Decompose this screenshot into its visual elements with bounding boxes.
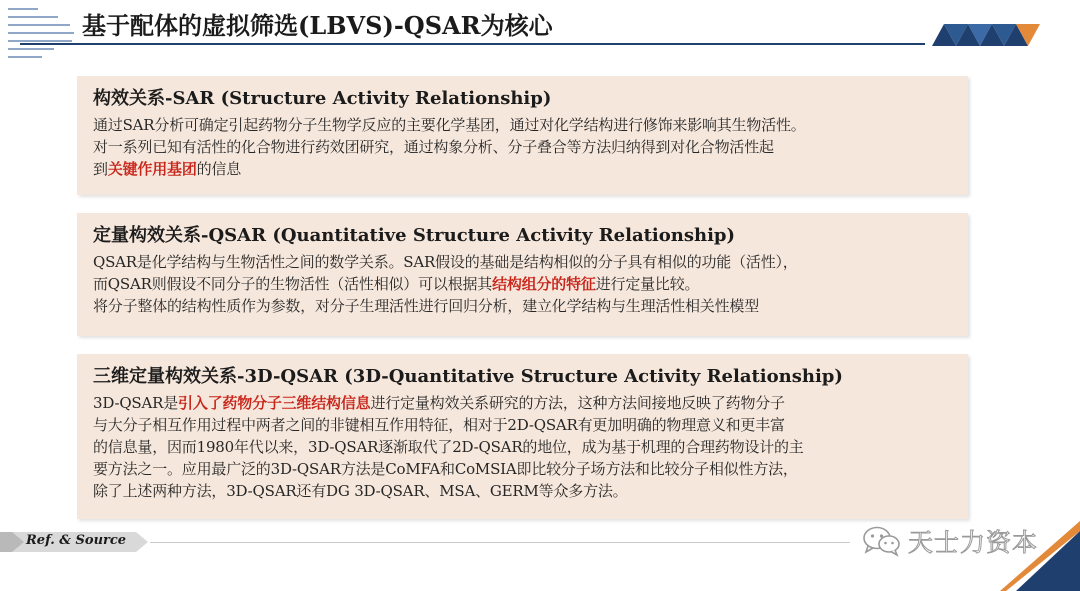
watermark-text: 天士力资本	[908, 528, 1039, 557]
body-text: 而QSAR则假设不同分子的生物活性（活性相似）可以根据其	[93, 275, 493, 293]
body-text: 的信息量，因而1980年代以来，3D-QSAR逐渐取代了2D-QSAR的地位，成为基于机理的合理药物设计的主	[93, 438, 804, 456]
section-3d-qsar	[77, 354, 968, 519]
section-title: 定量构效关系-QSAR (Quantitative Structure Activity Relationship)	[93, 225, 736, 246]
body-text: 与大分子相互作用过程中两者之间的非键相互作用特征，相对于2D-QSAR有更加明确的物理意义和更丰富	[93, 416, 785, 434]
body-line	[93, 414, 954, 436]
body-text: 对一系列已知有活性的化合物进行药效团研究，通过构象分析、分子叠合等方法归纳得到对化合物活性起	[93, 138, 774, 156]
body-text: 要方法之一。应用最广泛的3D-QSAR方法是CoMFA和CoMSIA即比较分子场方法和比较分子相似性方法，	[93, 460, 798, 478]
body-text: QSAR是化学结构与生物活性之间的数学关系。SAR假设的基础是结构相似的分子具有相似的功能（活性），	[93, 253, 798, 271]
section-body	[93, 114, 954, 180]
body-text: 除了上述两种方法，3D-QSAR还有DG 3D-QSAR、MSA、GERM等众多方法。	[93, 482, 628, 500]
wechat-icon	[862, 525, 902, 557]
section-sar	[77, 76, 968, 195]
header-triangles-decoration	[932, 24, 1052, 46]
highlight-text: 引入了药物分子三维结构信息	[178, 394, 371, 412]
body-line	[93, 458, 954, 480]
body-line	[93, 295, 954, 317]
body-line	[93, 136, 954, 158]
highlight-text: 结构组分的特征	[492, 275, 596, 293]
ref-source-label: Ref. & Source	[26, 533, 127, 548]
section-body	[93, 251, 954, 317]
section-body	[93, 392, 954, 502]
body-line	[93, 251, 954, 273]
ref-source-tag	[0, 532, 148, 552]
body-text: 进行定量比较。	[595, 275, 700, 293]
body-text: 通过SAR分析可确定引起药物分子生物学反应的主要化学基团，通过对化学结构进行修饰来影响其生物活性。	[93, 116, 806, 134]
title-underline	[20, 43, 925, 45]
corner-decoration	[1000, 521, 1080, 591]
body-text: 3D-QSAR是	[93, 394, 179, 412]
body-text: 到	[93, 160, 108, 178]
body-text: 将分子整体的结构性质作为参数，对分子生理活性进行回归分析，建立化学结构与生理活性相关性模型	[93, 297, 760, 315]
page-title: 基于配体的虚拟筛选(LBVS)-QSAR为核心	[82, 11, 553, 40]
section-title: 三维定量构效关系-3D-QSAR (3D-Quantitative Structure Activity Relationship)	[93, 366, 843, 387]
body-line	[93, 392, 954, 414]
body-text: 的信息	[196, 160, 242, 178]
body-line	[93, 114, 954, 136]
body-line	[93, 273, 954, 295]
highlight-text: 关键作用基团	[107, 160, 197, 178]
body-text: 进行定量构效关系研究的方法，这种方法间接地反映了药物分子	[370, 394, 785, 412]
section-title: 构效关系-SAR (Structure Activity Relationship)	[93, 88, 552, 109]
body-line	[93, 158, 954, 180]
section-qsar	[77, 213, 968, 336]
footer-divider	[150, 542, 850, 543]
body-line	[93, 436, 954, 458]
body-line	[93, 480, 954, 502]
header-corner-lines	[8, 4, 78, 66]
